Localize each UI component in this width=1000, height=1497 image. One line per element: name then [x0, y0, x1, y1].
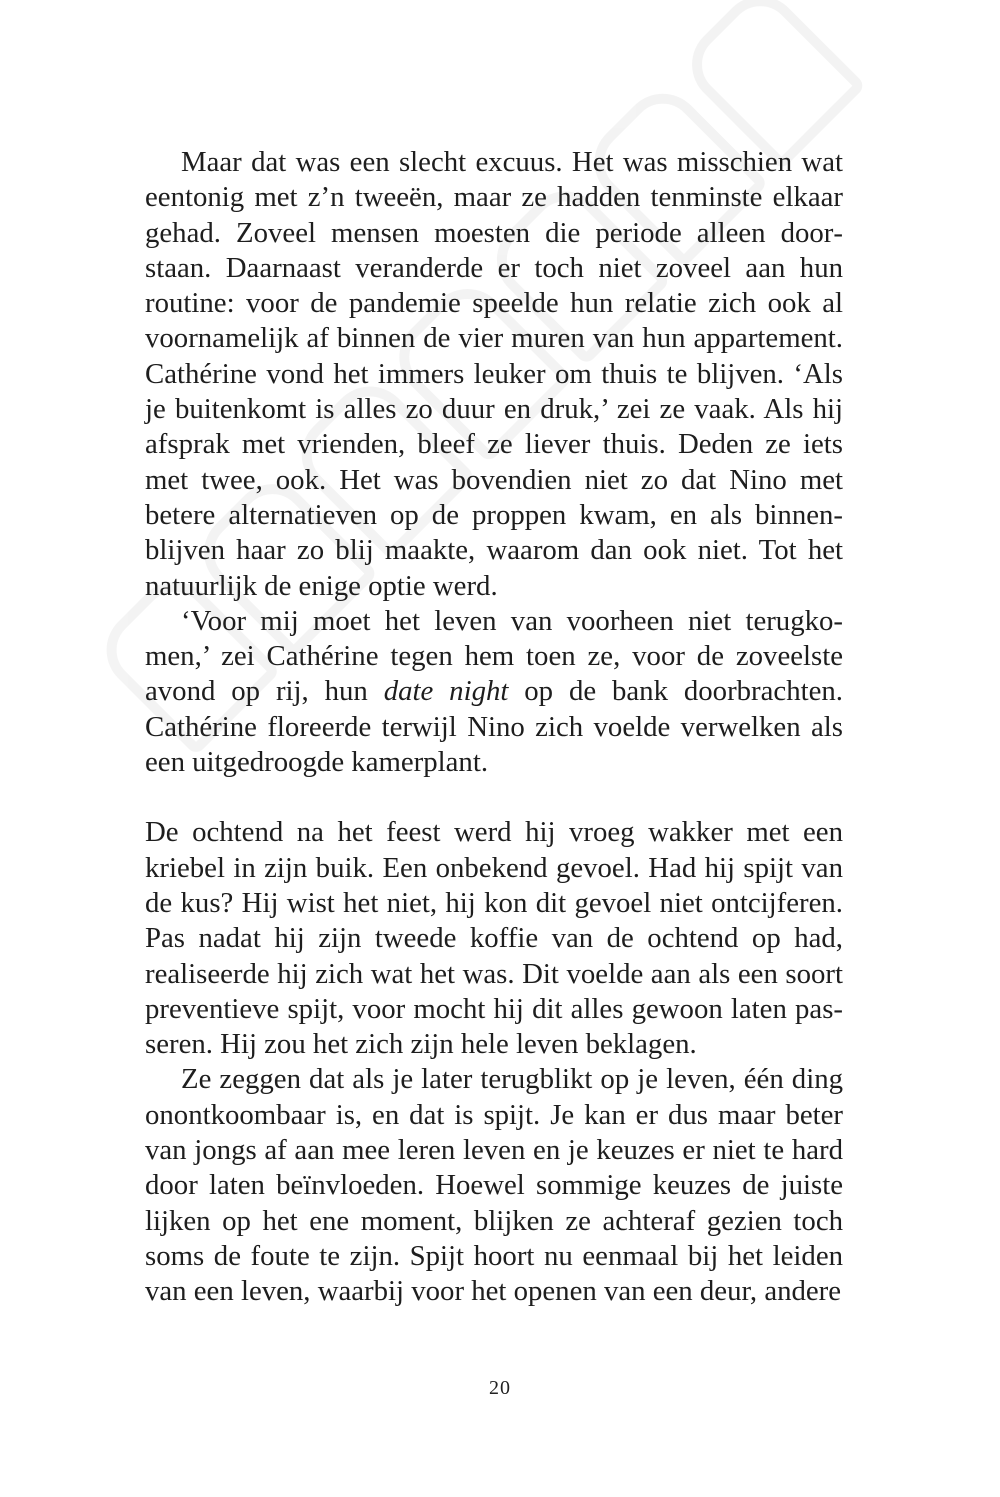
section-break	[145, 780, 843, 815]
page-number: 20	[489, 1377, 511, 1399]
paragraph: Ze zeggen dat als je later terugblikt op je leven, één ding onontkoombaar is, en dat is spijt. Je kan er dus maar beter van jongs af aan mee leren leven en je keuzes er niet te hard door laten beïnvloeden. Hoewel sommige keuzes de juiste lijken op het ene moment, blijken ze achteraf gezien toch soms de foute te zijn. Spijt hoort nu eenmaal bij het leiden van een leven, waarbij voor het openen van een deur, andere	[145, 1063, 843, 1308]
paragraph-text-start: ‘Voor mij moet het leven van voorheen niet terugkomen,’ zei Cathérine tegen hem toen ze, voor de zoveelste avond op rij, hun	[145, 604, 843, 708]
body-text	[145, 145, 843, 1310]
paragraph: De ochtend na het feest werd hij vroeg wakker met een kriebel in zijn buik. Een onbekend gevoel. Had hij spijt van de kus? Hij wist het niet, hij kon dit gevoel niet ontcijferen. Pas nadat hij zijn tweede koffie van de ochtend op had, realiseerde hij zich wat het was. Dit voelde aan als een soort preventieve spijt, voor mocht hij dit alles gewoon laten passeren. Hij zou het zich zijn hele leven beklagen.	[145, 816, 843, 1061]
paragraph: Maar dat was een slecht excuus. Het was misschien wat eentonig met z’n tweeën, maar ze hadden tenminste elkaar gehad. Zoveel mensen moesten die periode alleen doorstaan. Daarnaast veranderde er toch niet zoveel aan hun routine: voor de pandemie speelde hun relatie zich ook al voornamelijk af binnen de vier muren van hun appartement. Cathérine vond het immers leuker om thuis te blijven. ‘Als je buitenkomt is alles zo duur en druk,’ zei ze vaak. Als hij afsprak met vrienden, bleef ze liever thuis. Deden ze iets met twee, ook. Het was bovendien niet zo dat Nino met betere alternatieven op de proppen kwam, en als binnenblijven haar zo blij maakte, waarom dan ook niet. Tot het natuurlijk de enige optie werd.	[145, 146, 843, 602]
paragraph	[145, 604, 843, 780]
emphasized-phrase: date night	[383, 675, 509, 708]
paragraph-text-end: op de bank doorbrachten. Cathérine floreerde terwijl Nino zich voelde verwelken als een uitgedroogde kamerplant.	[145, 675, 843, 779]
